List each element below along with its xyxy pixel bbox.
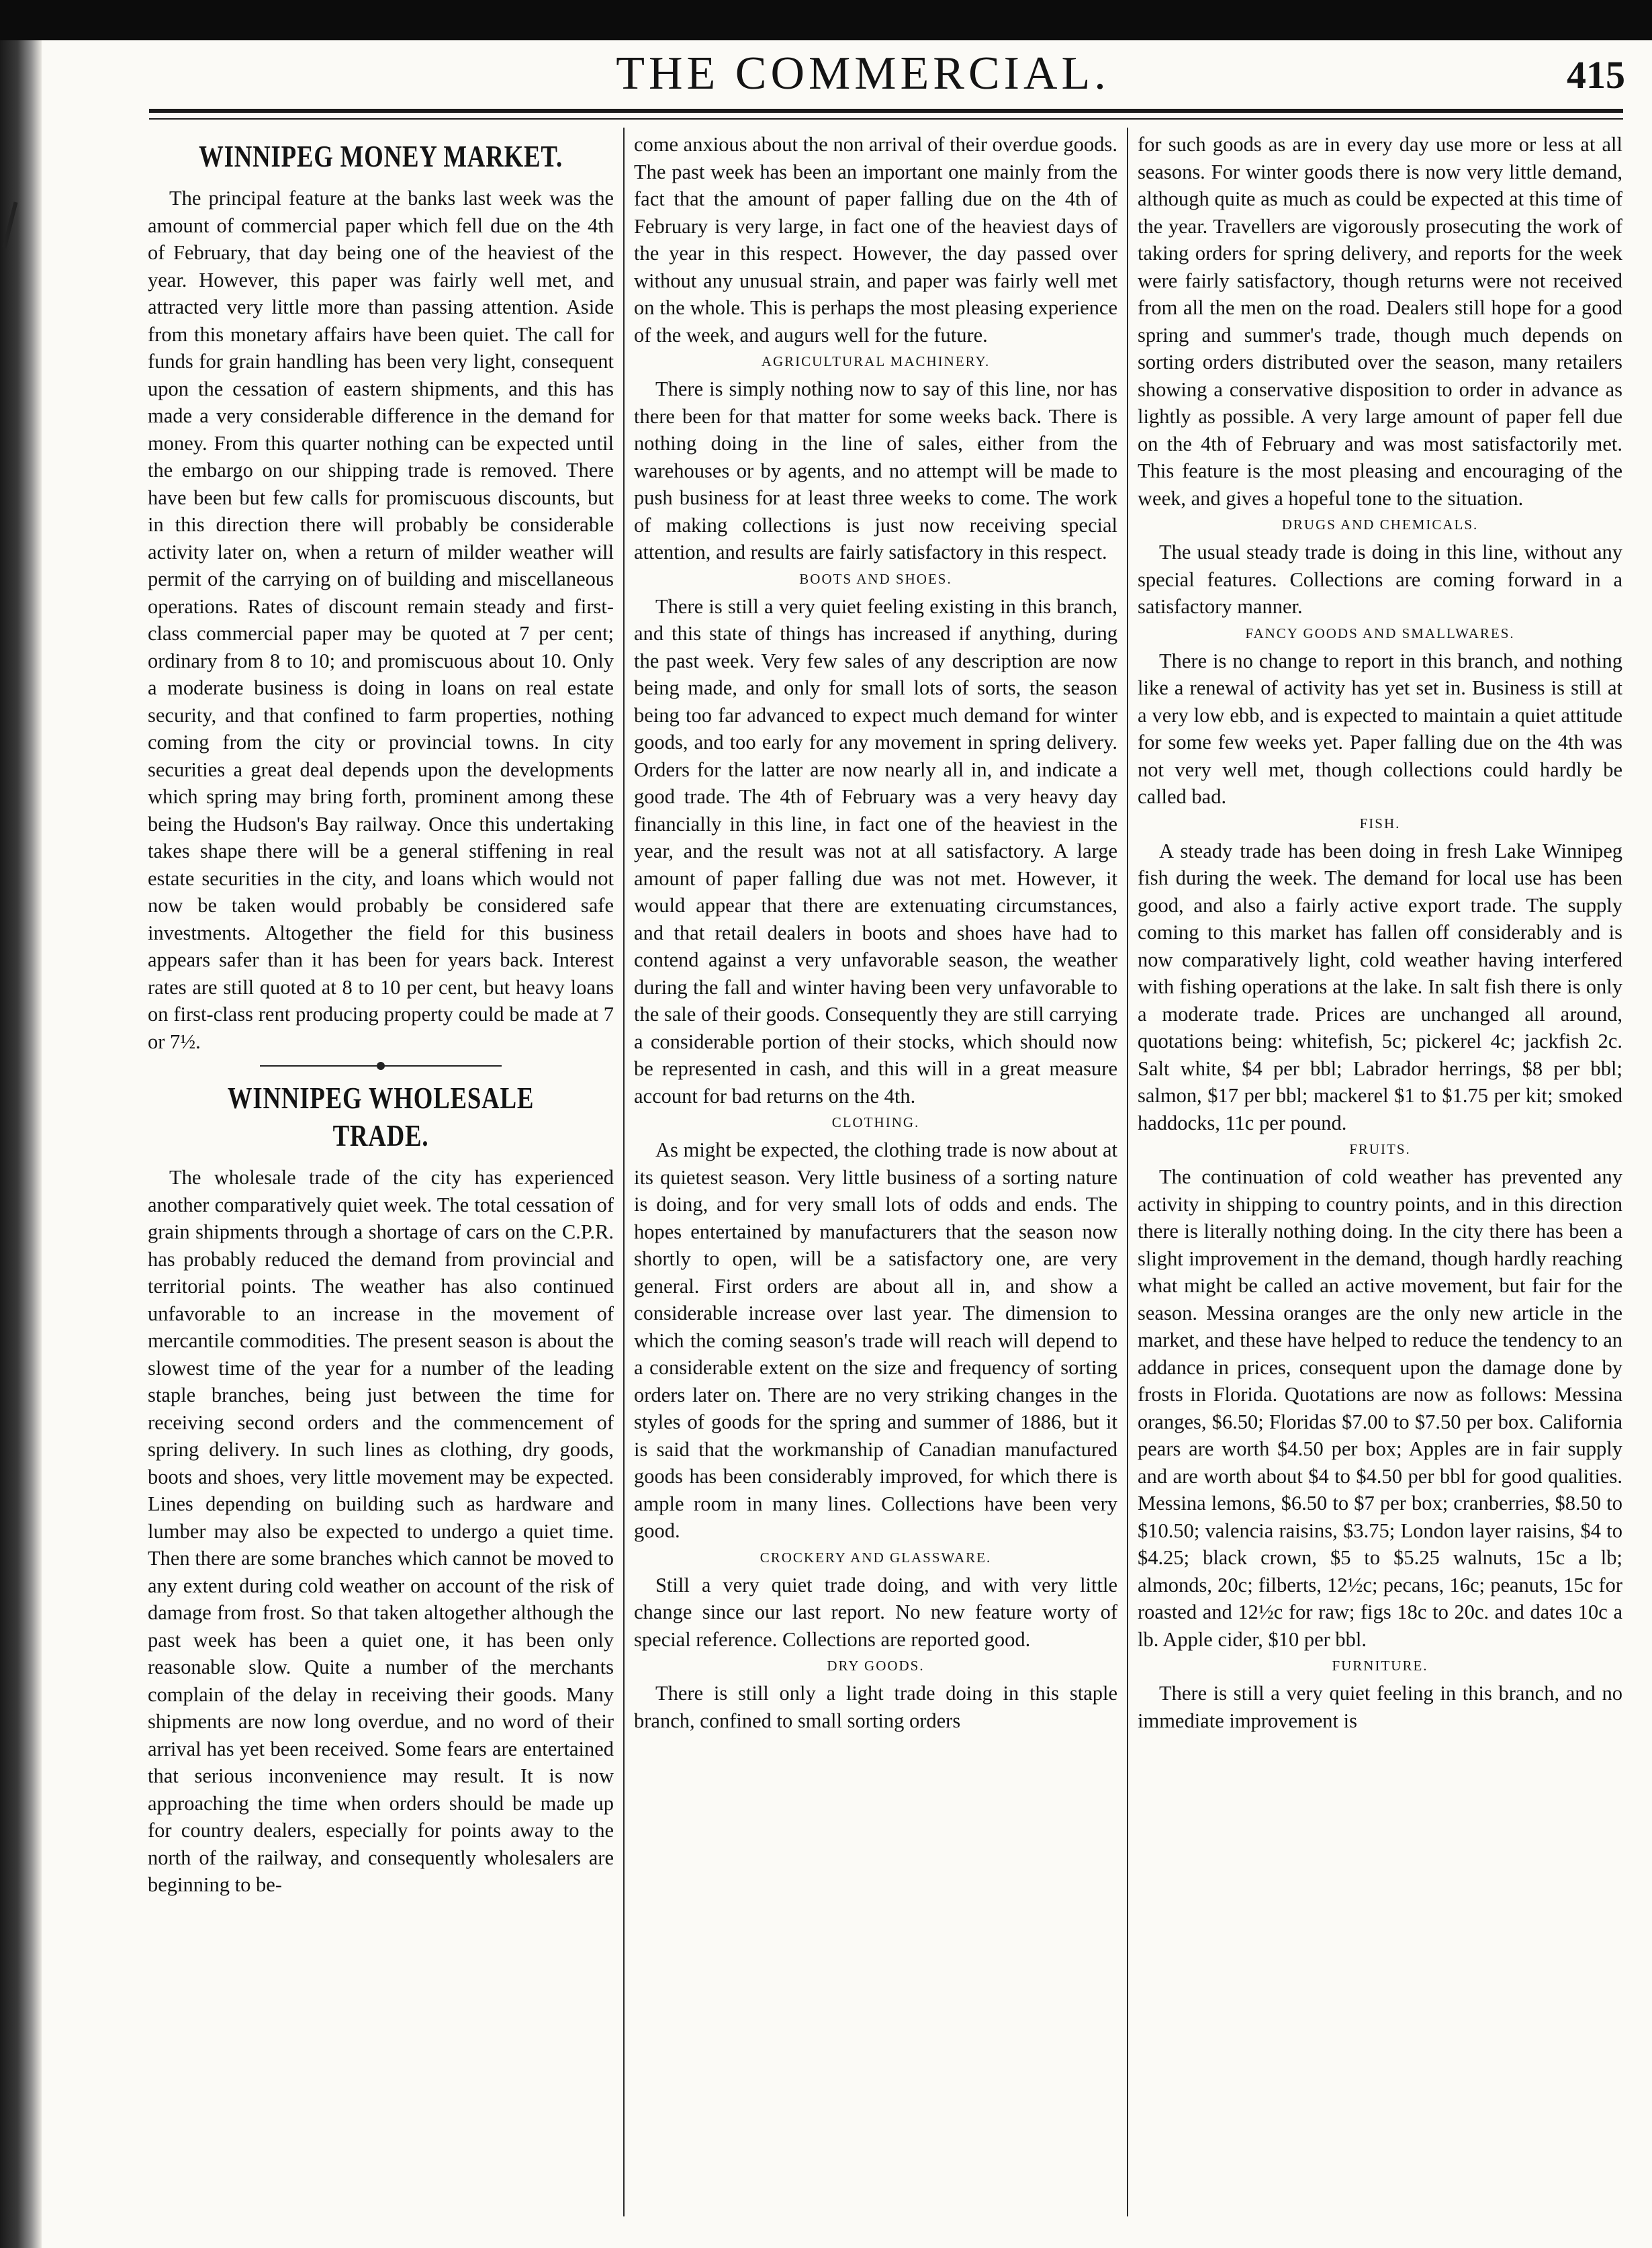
subhead-crockery-glassware: CROCKERY AND GLASSWARE.	[760, 1549, 992, 1566]
subhead-fish: FISH.	[1359, 815, 1401, 831]
article-fancy-goods: There is no change to report in this branch, and nothing like a renewal of activity has yet set in. Business is still at a very low ebb, and is expected to maintain a quiet attitude for some few weeks yet. Paper falling due on the 4th was not very well met, though collections could hardly be called bad.	[1138, 649, 1622, 808]
masthead	[101, 42, 1625, 103]
article-fruits: The continuation of cold weather has prevented any activity in shipping to country points, and in this direction there is literally nothing doing. In the city there has been a slight improvement in the demand, though hardly reaching what might be called an active movement, but fair for the season. Messina oranges are the only new article in the market, and these have helped to reduce the tendency to an addance in prices, consequent upon the damage done by frosts in Florida. Quotations are now as follows: Messina oranges, $6.50; Floridas $7.00 to $7.50 per box. California pears are worth $4.50 per box; Apples are in fair supply and are worth about $4 to $4.50 per bbl for good qualities. Messina lemons, $6.50 to $7 per box; cranberries, $8.50 to $10.50; valencia raisins, $3.75; London layer raisins, $4 to $4.25; black crown, $5 to $5.25 walnuts, 15c a lb; almonds, 20c; filberts, 12½c; pecans, 16c; peanuts, 15c for roasted and 12½c for raw; figs 18c to 20c. and dates 10c a lb. Apple cider, $10 per bbl.	[1138, 1165, 1622, 1651]
section-divider	[260, 1059, 502, 1073]
page-number: 415	[1567, 53, 1625, 97]
scan-left-edge	[0, 40, 42, 2248]
subhead-agricultural-machinery: AGRICULTURAL MACHINERY.	[761, 353, 991, 369]
headline-money-market: WINNIPEG MONEY MARKET.	[199, 139, 563, 173]
column-divider-1	[623, 128, 625, 2216]
article-furniture: There is still a very quiet feeling in this branch, and no immediate improvement is	[1138, 1682, 1622, 1732]
subhead-fancy-goods: FANCY GOODS AND SMALLWARES.	[1245, 625, 1515, 641]
subhead-dry-goods: DRY GOODS.	[827, 1658, 925, 1674]
newspaper-title: THE COMMERCIAL.	[616, 48, 1110, 99]
article-fish: A steady trade has been doing in fresh Lake Winnipeg fish during the week. The demand for local use has been good, and also a fairly active export trade. The supply coming to this market has fallen off considerably and is now comparatively light, cold weather having interfered with fishing operations at the lake. In salt fish there is only a moderate trade. Prices are unchanged all around, quotations being: whitefish, 5c; pickerel 4c; jackfish 2c. Salt white, $4 per bbl; Labrador herrings, $8 per bbl; salmon, $17 per bbl; mackerel $1 to $1.75 per kit; smoked haddocks, 11c per pound.	[1138, 839, 1622, 1134]
article-wholesale-trade-body: The wholesale trade of the city has experienced another comparatively quiet week. The total cessation of grain shipments through a shortage of cars on the C.P.R. has probably reduced the demand from provincial and territorial points. The weather has also continued unfavorable to an increase in the movement of mercantile commodities. The present season is about the slowest time of the year for a number of the leading staple branches, being just between the time for receiving second orders and the commencement of spring delivery. In such lines as clothing, dry goods, boots and shoes, very little movement may be expected. Lines depending on building such as hardware and lumber may also be expected to undergo a quiet time. Then there are some branches which cannot be moved to any extent during cold weather on account of the risk of damage from frost. So that taken altogether although the past week has been a quiet one, it has been only reasonable slow. Quite a number of the merchants complain of the delay in receiving their goods. Many shipments are now long overdue, and no word of their arrival has yet been received. Some fears are entertained that serious inconvenience may result. It is now approaching the time when orders should be made up for country dealers, especially for points away to the north of the railway, and consequently wholesalers are beginning to be-	[148, 1166, 614, 1896]
article-drugs-chemicals: The usual steady trade is doing in this line, without any special features. Collections are coming forward in a satisfactory manner.	[1138, 541, 1622, 618]
article-dry-goods-continuation: for such goods as are in every day use more or less at all seasons. For winter goods there is now very little demand, although quite as much as could be expected at this time of the year. Travellers are vigorously prosecuting the work of taking orders for spring delivery, and reports for the week were fairly satisfactory, though returns were not received from all the men on the road. Dealers still hope for a good spring and summer's trade, though much depends on sorting orders distributed over the season, many retailers showing a conservative disposition to order in advance as lightly as possible. A very large amount of paper fell due on the 4th of February and was most satisfactorily met. This feature is the most pleasing and encouraging of the week, and gives a hopeful tone to the situation.	[1138, 133, 1622, 510]
article-crockery-glassware: Still a very quiet trade doing, and with very little change since our last report. No new feature worty of special reference. Collections are reported good.	[634, 1573, 1117, 1651]
article-agricultural-machinery: There is simply nothing now to say of this line, nor has there been for that matter for some weeks back. There is nothing doing in the line of sales, either from the warehouses or by agents, and no attempt will be made to push business for at least three weeks to come. The work of making collections is just now receiving special attention, and results are fairly satisfactory in this respect.	[634, 377, 1117, 564]
column-1	[148, 131, 614, 1899]
column-3	[1138, 131, 1622, 1734]
article-money-market-body: The principal feature at the banks last week was the amount of commercial paper which fell due on the 4th of February, that day being one of the heaviest of the year. However, this paper was fairly well met, and attracted very little more than passing attention. Aside from this monetary affairs have been quiet. The call for funds for grain handling has been very light, consequent upon the cessation of eastern shipments, and this has made a very considerable difference in the demand for money. From this quarter nothing can be expected until the embargo on our shipping trade is removed. There have been but few calls for promiscuous discounts, but in this direction there will probably be considerable activity later on, when a return of milder weather will permit of the carrying on of building and miscellaneous operations. Rates of discount remain steady and first-class commercial paper may be quoted at 7 per cent; ordinary from 8 to 10; and promiscuous about 10. Only a moderate business is doing in loans on real estate security, and that confined to farm properties, nothing coming from the city or provincial towns. In city securities a great deal depends upon the developments which spring may bring forth, prominent among these being the Hudson's Bay railway. Once this undertaking takes shape there will be a general stiffening in real estate securities in the city, and loans which would not now be taken would probably be considered safe investments. Altogether the field for this business appears safer than it has been for years back. Interest rates are still quoted at 8 to 10 per cent, but heavy loans on first-class rent producing property could be made at 7 or 7½.	[148, 187, 614, 1053]
masthead-rule-thick	[149, 109, 1623, 113]
article-dry-goods: There is still only a light trade doing in this staple branch, confined to small sorting orders	[634, 1682, 1117, 1732]
headline-wholesale-trade: WINNIPEG WHOLESALE TRADE.	[227, 1081, 535, 1153]
masthead-rule-thin	[149, 118, 1623, 120]
subhead-boots-and-shoes: BOOTS AND SHOES.	[799, 570, 952, 587]
article-boots-and-shoes: There is still a very quiet feeling existing in this branch, and this state of things has increased if anything, during the past week. Very few sales of any description are now being made, and only for small lots of sorts, the season being too far advanced to expect much demand for winter goods, and too early for any movement in spring delivery. Orders for the latter are now nearly all in, and indicate a good trade. The 4th of February was a very heavy day financially in this line, in fact one of the heaviest in the year, and the result was not at all satisfactory. A large amount of paper falling due was not met. However, it would appear that there are extenuating circumstances, and that retail dealers in boots and shoes have had to contend against a very unfavorable season, the weather during the fall and winter having been very unfavorable to the sale of their goods. Consequently they are still carrying a considerable portion of their stocks, which should now be represented in cash, and this will in a great measure account for bad returns on the 4th.	[634, 594, 1117, 1108]
subhead-clothing: CLOTHING.	[831, 1114, 920, 1130]
subhead-furniture: FURNITURE.	[1332, 1658, 1428, 1674]
column-divider-2	[1127, 128, 1128, 2216]
column-2	[634, 131, 1117, 1734]
article-clothing: As might be expected, the clothing trade is now about at its quietest season. Very little business of a sorting nature is doing, and for very small lots of odds and ends. The hopes entertained by manufacturers that the season now shortly to open, will be a satisfactory one, are very general. First orders are about all in, and show a considerable increase over last year. The dimension to which the coming season's trade will reach will depend to a considerable extent on the size and frequency of sorting orders later on. There are no very striking changes in the styles of goods for the spring and summer of 1886, but it is said that the workmanship of Canadian manufactured goods has been considerably improved, for which there is ample room in many lines. Collections have been very good.	[634, 1138, 1117, 1542]
article-continuation: come anxious about the non arrival of their overdue goods. The past week has been an important one mainly from the fact that the amount of paper falling due on the 4th of February is very large, in fact one of the heaviest days of the year in this respect. However, the day passed over without any unusual strain, and paper was fairly well met on the whole. This is perhaps the most pleasing experience of the week, and augurs well for the future.	[634, 133, 1117, 347]
subhead-drugs-chemicals: DRUGS AND CHEMICALS.	[1281, 516, 1479, 533]
scan-top-border	[0, 0, 1652, 40]
subhead-fruits: FRUITS.	[1349, 1141, 1411, 1157]
